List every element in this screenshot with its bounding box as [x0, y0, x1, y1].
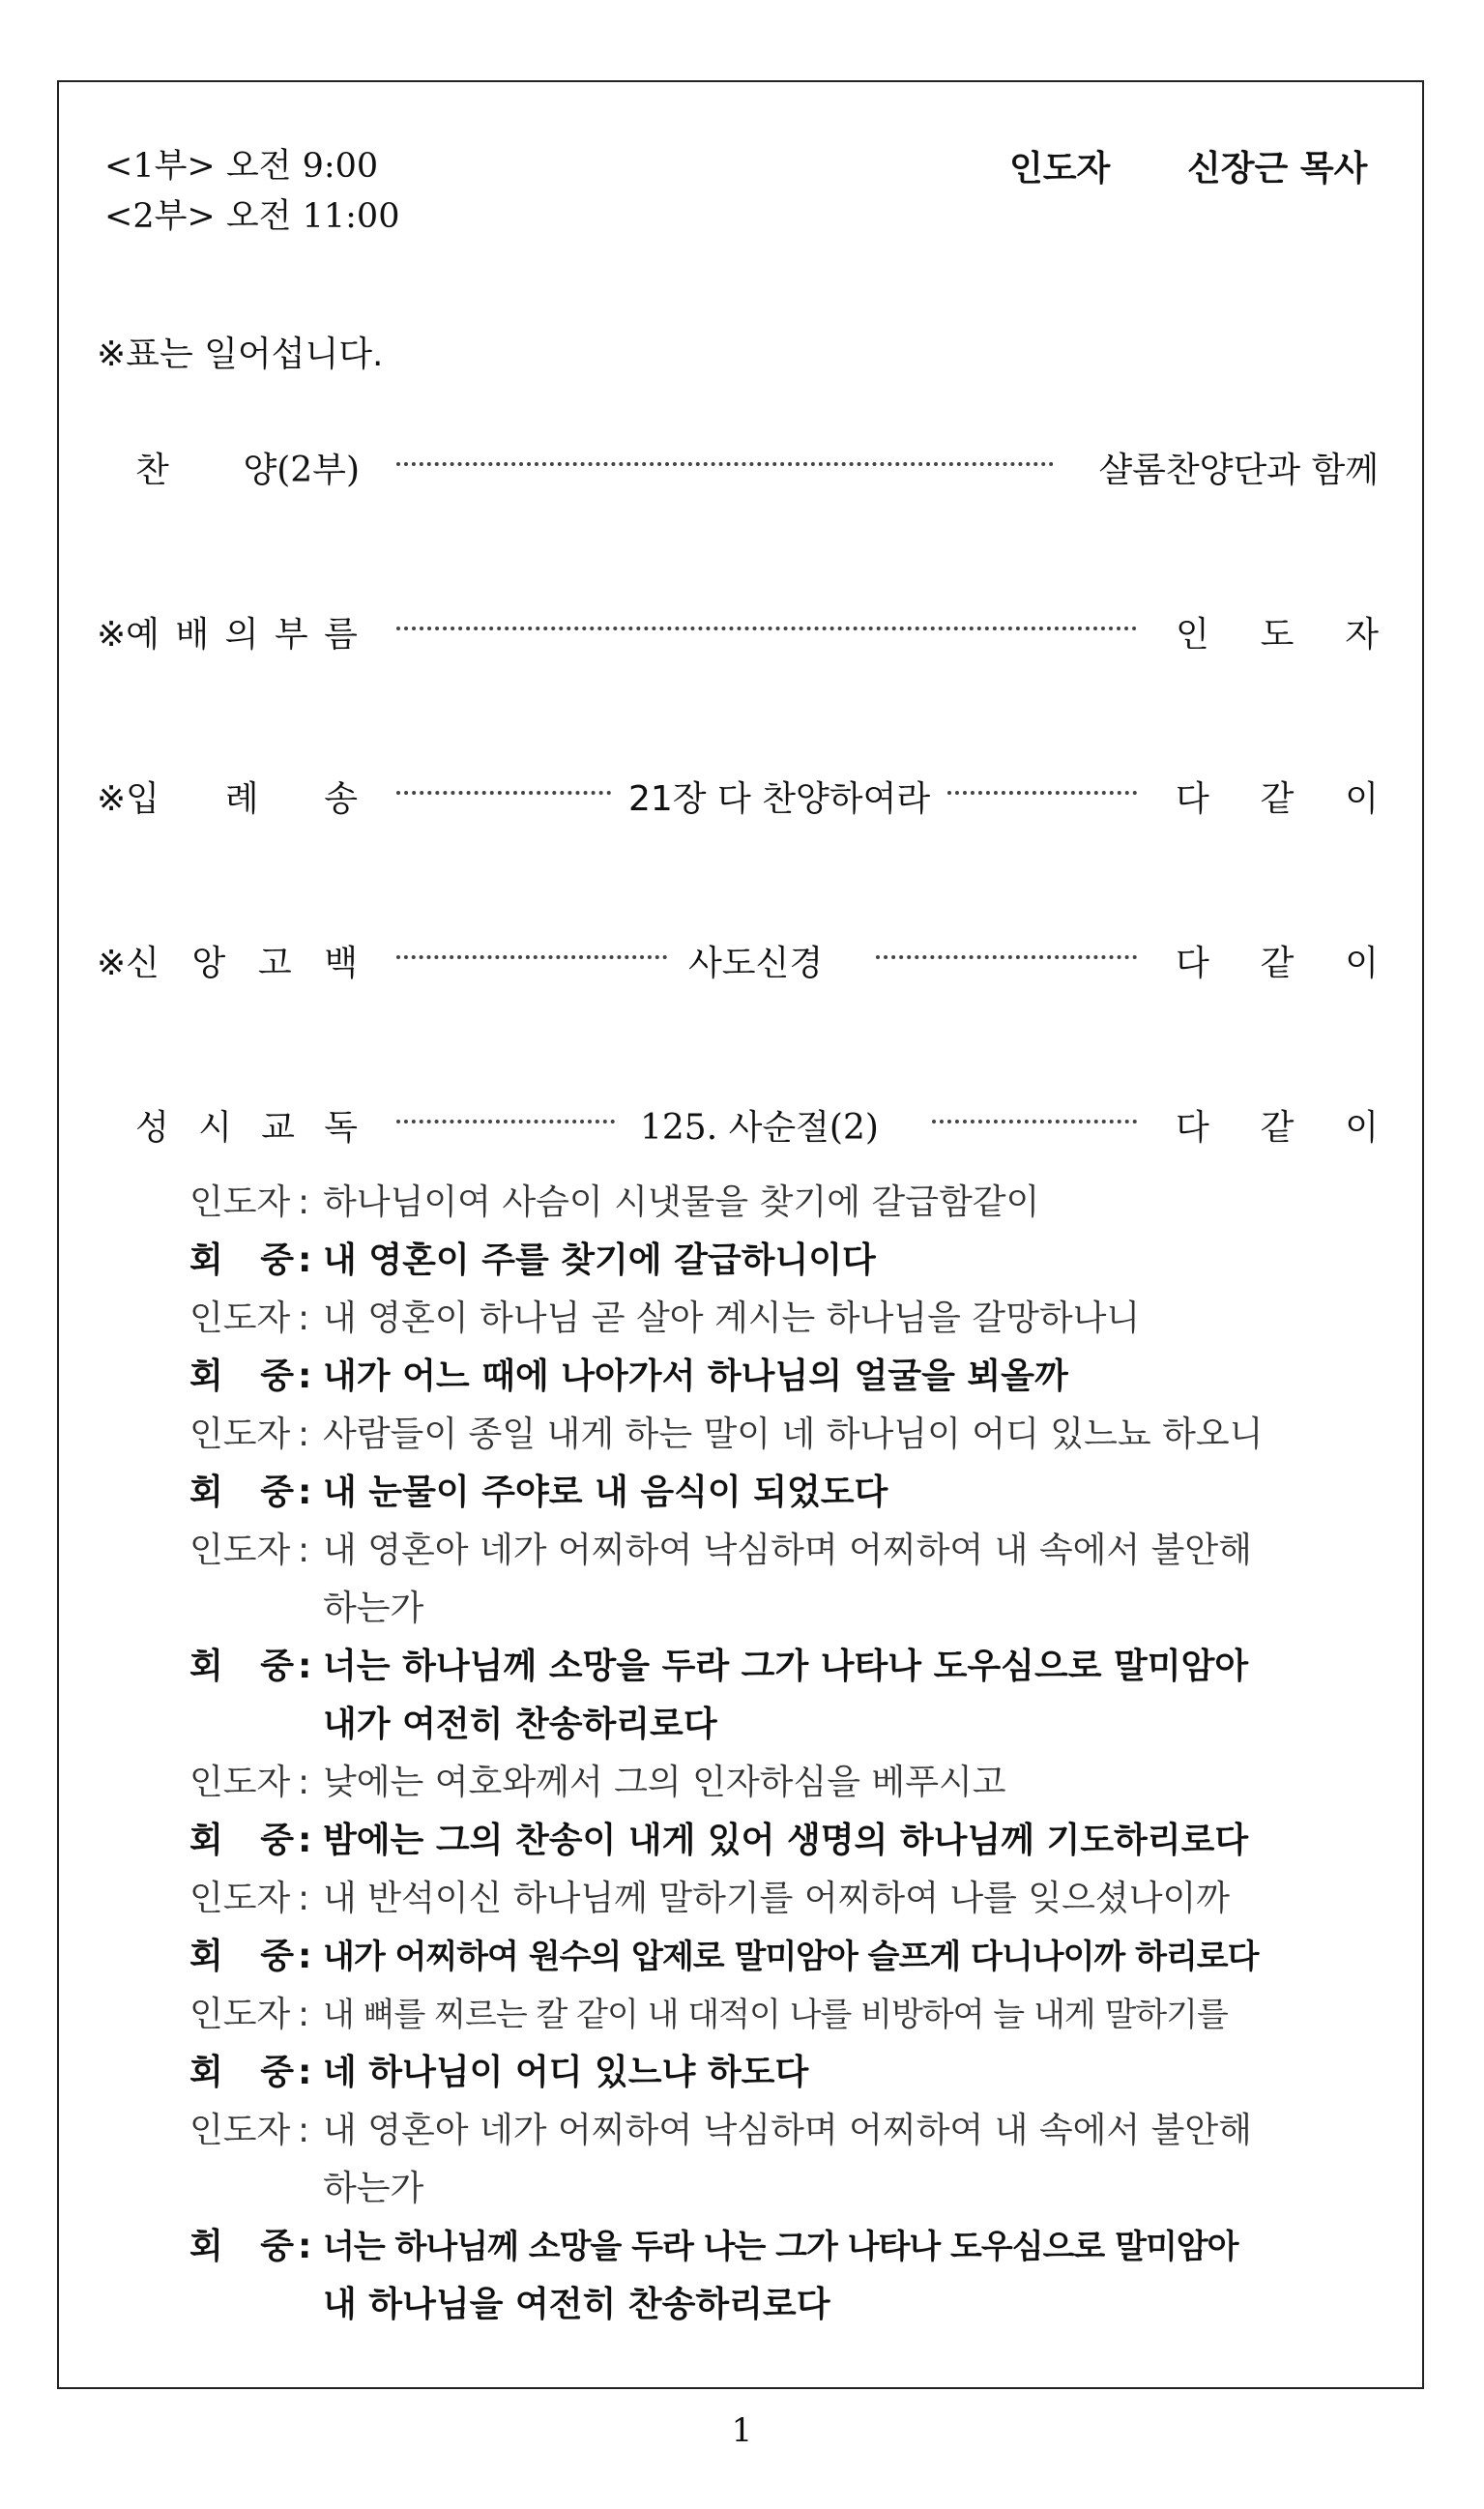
speaker-colon: : [298, 1647, 312, 1686]
speaker-colon: : [298, 1240, 312, 1280]
dot-leader [876, 955, 1137, 959]
service-time-2: <2부> 오전 11:00 [104, 197, 400, 236]
order-label-char: 양(2부) [243, 451, 360, 490]
order-item-introit [97, 772, 1382, 826]
speaker-colon: : [298, 1473, 312, 1512]
reading-line-leader [189, 1290, 1398, 1348]
order-label-char: 성 [135, 1108, 169, 1148]
speaker-char: 중 [260, 1240, 294, 1280]
speaker-label [189, 1928, 294, 1986]
order-label [97, 936, 358, 985]
reading-line-continuation [189, 2276, 1398, 2334]
reading-text: 밤에는 그의 찬송이 내게 있어 생명의 하나님께 기도하리로다 [323, 1821, 1249, 1860]
speaker-label [189, 1232, 294, 1290]
speaker-colon: : [298, 2053, 312, 2092]
order-label-char: 례 [224, 779, 259, 819]
speaker-char: 중 [260, 1821, 294, 1860]
speaker-label: 인도자 [189, 1879, 291, 1918]
order-label-char: 름 [324, 615, 358, 655]
reading-line-congregation [189, 2218, 1398, 2276]
order-performer [1176, 607, 1379, 656]
speaker-char: 중 [260, 2053, 294, 2092]
reading-line-leader [189, 1522, 1398, 1580]
speaker-char: 회 [189, 1821, 223, 1860]
order-item-responsive-reading [97, 1100, 1382, 1154]
speaker-char: 회 [189, 2053, 223, 2092]
speaker-colon: : [298, 2227, 312, 2266]
speaker-colon: : [298, 1879, 310, 1918]
reading-line-congregation [189, 1464, 1398, 1522]
dot-leader [396, 462, 1054, 466]
reading-text: 하는가 [323, 1589, 424, 1628]
order-label-char: 찬 [135, 451, 169, 490]
performer-char: 이 [1345, 944, 1379, 983]
speaker-char: 중 [260, 2227, 294, 2266]
order-label-char: 고 [257, 944, 292, 983]
reading-text: 네 하나님이 어디 있느냐 하도다 [323, 2053, 809, 2092]
speaker-label: 인도자 [189, 1531, 291, 1570]
order-label-char: ※예 [97, 615, 160, 655]
performer-char: 다 [1176, 944, 1209, 983]
performer-char: 인 [1176, 615, 1209, 655]
reading-text: 사람들이 종일 내게 하는 말이 네 하나님이 어디 있느뇨 하오니 [323, 1415, 1264, 1454]
performer-char: 같 [1260, 1108, 1295, 1148]
dot-leader [947, 791, 1137, 795]
order-label-char: 독 [324, 1108, 358, 1148]
standing-note: ※표는 일어섭니다. [97, 335, 384, 374]
order-item-creed [97, 936, 1382, 990]
speaker-label: 인도자 [189, 2111, 291, 2150]
reading-text: 내가 어찌하여 원수의 압제로 말미암아 슬프게 다니나이까 하리로다 [323, 1938, 1259, 1976]
reading-text: 내가 어느 때에 나아가서 하나님의 얼굴을 뵈올까 [323, 1357, 1068, 1396]
reading-line-leader [189, 1406, 1398, 1464]
leader-name: 신장근 목사 [1187, 149, 1368, 189]
page-number: 1 [731, 2411, 753, 2450]
dot-leader [396, 627, 1137, 630]
speaker-colon: : [298, 1415, 310, 1454]
reading-line-congregation [189, 1812, 1398, 1870]
reading-line-leader [189, 1174, 1398, 1232]
performer-char: 도 [1260, 615, 1295, 655]
performer-char: 이 [1345, 1108, 1379, 1148]
speaker-label [189, 2044, 294, 2102]
reading-line-leader [189, 2102, 1398, 2160]
order-label-char: 앙 [191, 944, 226, 983]
speaker-char: 중 [260, 1647, 294, 1686]
order-content: 21장 다 찬양하여라 [628, 779, 931, 819]
leader-label: 인도자 [1009, 149, 1111, 189]
order-content: 125. 사순절(2) [640, 1108, 879, 1148]
speaker-label [189, 1348, 294, 1406]
dot-leader [396, 955, 667, 959]
order-label-char: 시 [198, 1108, 232, 1148]
dot-leader [396, 791, 611, 795]
responsive-reading [189, 1174, 1398, 2334]
reading-line-congregation [189, 1638, 1398, 1696]
order-label [97, 772, 358, 821]
speaker-colon: : [298, 1357, 312, 1396]
speaker-char: 회 [189, 1937, 223, 1976]
reading-line-congregation [189, 1348, 1398, 1406]
speaker-char: 회 [189, 2227, 223, 2266]
order-item-call-to-worship [97, 607, 1382, 661]
speaker-char: 회 [189, 1473, 223, 1512]
speaker-label [189, 1638, 294, 1696]
performer-char: 같 [1260, 779, 1295, 819]
reading-line-leader [189, 1870, 1398, 1928]
performer-char: 이 [1345, 779, 1379, 819]
performer-char: 다 [1176, 779, 1209, 819]
order-label [97, 607, 358, 656]
speaker-colon: : [298, 1821, 312, 1860]
order-label-char: 송 [324, 779, 358, 819]
reading-text: 내 반석이신 하나님께 말하기를 어찌하여 나를 잊으셨나이까 [323, 1879, 1231, 1918]
reading-text: 내 영혼아 네가 어찌하여 낙심하며 어찌하여 내 속에서 불안해 [323, 2111, 1252, 2150]
speaker-label [189, 1464, 294, 1522]
order-label-char: 백 [324, 944, 358, 983]
speaker-colon: : [298, 2111, 310, 2150]
reading-text: 내 영혼이 하나님 곧 살아 계시는 하나님을 갈망하나니 [323, 1298, 1141, 1338]
order-performer: 샬롬찬양단과 함께 [1098, 451, 1379, 490]
speaker-colon: : [298, 1531, 310, 1570]
speaker-colon: : [298, 1995, 310, 2034]
reading-text: 내 영혼이 주를 찾기에 갈급하니이다 [323, 1240, 876, 1280]
reading-line-leader [189, 1754, 1398, 1812]
reading-line-continuation [189, 1696, 1398, 1754]
speaker-colon: : [298, 1298, 310, 1338]
reading-text: 낮에는 여호와께서 그의 인자하심을 베푸시고 [323, 1763, 1006, 1802]
order-label-char: 배 [175, 615, 210, 655]
reading-line-continuation [189, 2160, 1398, 2218]
speaker-label: 인도자 [189, 1763, 291, 1802]
order-performer [1176, 1100, 1379, 1150]
speaker-label: 인도자 [189, 1298, 291, 1338]
reading-line-leader [189, 1986, 1398, 2044]
speaker-char: 회 [189, 1647, 223, 1686]
reading-text: 하는가 [323, 2169, 424, 2208]
order-label-char: 교 [261, 1108, 295, 1148]
speaker-label: 인도자 [189, 1182, 291, 1222]
order-label-char: 의 [224, 615, 259, 655]
speaker-label: 인도자 [189, 1995, 291, 2034]
order-item-praise [97, 443, 1382, 497]
speaker-label: 인도자 [189, 1415, 291, 1454]
order-performer [1176, 936, 1379, 985]
reading-line-congregation [189, 1928, 1398, 1986]
reading-text: 내가 여전히 찬송하리로다 [323, 1705, 717, 1744]
order-label [135, 1100, 358, 1150]
dot-leader [396, 1120, 615, 1123]
service-time-1: <1부> 오전 9:00 [104, 147, 379, 186]
speaker-char: 회 [189, 1240, 223, 1280]
performer-char: 같 [1260, 944, 1295, 983]
speaker-char: 중 [260, 1357, 294, 1396]
performer-char: 다 [1176, 1108, 1209, 1148]
order-content: 사도신경 [688, 944, 824, 983]
speaker-label [189, 1812, 294, 1870]
reading-text: 하나님이여 사슴이 시냇물을 찾기에 갈급함같이 [323, 1182, 1040, 1222]
order-performer [1176, 772, 1379, 821]
speaker-char: 중 [260, 1473, 294, 1512]
dot-leader [932, 1120, 1137, 1123]
reading-line-continuation [189, 1580, 1398, 1638]
reading-text: 내 뼈를 찌르는 칼 같이 내 대적이 나를 비방하여 늘 내게 말하기를 [323, 1996, 1228, 2034]
speaker-colon: : [298, 1763, 310, 1802]
reading-text: 내 하나님을 여전히 찬송하리로다 [323, 2285, 830, 2324]
speaker-colon: : [298, 1182, 310, 1222]
speaker-char: 회 [189, 1357, 223, 1396]
reading-line-congregation [189, 1232, 1398, 1290]
performer-char: 자 [1345, 615, 1379, 655]
reading-line-congregation [189, 2044, 1398, 2102]
reading-text: 너는 하나님께 소망을 두라 나는 그가 나타나 도우심으로 말미암아 [323, 2228, 1238, 2266]
reading-text: 내 영혼아 네가 어찌하여 낙심하며 어찌하여 내 속에서 불안해 [323, 1531, 1252, 1570]
reading-text: 내 눈물이 주야로 내 음식이 되었도다 [323, 1473, 888, 1512]
order-label-char: ※입 [97, 779, 160, 819]
speaker-char: 중 [260, 1937, 294, 1976]
order-label-char: 부 [274, 615, 308, 655]
speaker-label [189, 2218, 294, 2276]
reading-text: 너는 하나님께 소망을 두라 그가 나타나 도우심으로 말미암아 [323, 1647, 1249, 1686]
order-label [135, 443, 360, 492]
order-label-char: ※신 [97, 944, 160, 983]
speaker-colon: : [298, 1937, 312, 1976]
